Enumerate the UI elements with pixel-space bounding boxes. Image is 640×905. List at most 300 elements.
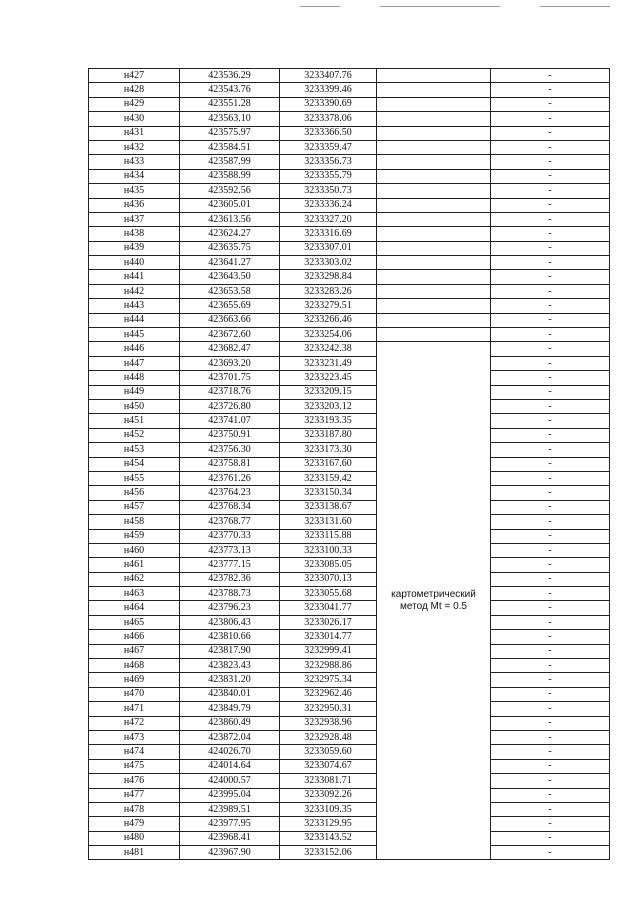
point-id-cell: н443: [89, 299, 180, 313]
y-coordinate-cell: 3233131.60: [280, 515, 377, 529]
point-id-cell: н473: [89, 730, 180, 744]
x-coordinate-cell: 423768.34: [180, 500, 280, 514]
y-coordinate-cell: 3233350.73: [280, 184, 377, 198]
y-coordinate-cell: 3233283.26: [280, 284, 377, 298]
point-id-cell: н455: [89, 471, 180, 485]
description-cell: -: [491, 730, 610, 744]
point-id-cell: н476: [89, 774, 180, 788]
y-coordinate-cell: 3233327.20: [280, 212, 377, 226]
table-row: [89, 601, 610, 615]
method-cell: [377, 184, 491, 198]
description-cell: -: [491, 587, 610, 601]
y-coordinate-cell: 3233298.84: [280, 270, 377, 284]
table-row: [89, 284, 610, 298]
point-id-cell: н481: [89, 846, 180, 860]
method-cell: [377, 198, 491, 212]
method-cell: [377, 83, 491, 97]
x-coordinate-cell: 423977.95: [180, 817, 280, 831]
method-cell: [377, 270, 491, 284]
description-cell: -: [491, 471, 610, 485]
point-id-cell: н465: [89, 615, 180, 629]
point-id-cell: н434: [89, 169, 180, 183]
point-id-cell: н472: [89, 716, 180, 730]
y-coordinate-cell: 3233081.71: [280, 774, 377, 788]
description-cell: -: [491, 558, 610, 572]
y-coordinate-cell: 3233231.49: [280, 356, 377, 370]
y-coordinate-cell: 3233115.88: [280, 529, 377, 543]
description-cell: -: [491, 831, 610, 845]
description-cell: -: [491, 155, 610, 169]
table-row: [89, 831, 610, 845]
y-coordinate-cell: 3233307.01: [280, 241, 377, 255]
table-row: [89, 745, 610, 759]
y-coordinate-cell: 3233143.52: [280, 831, 377, 845]
description-cell: -: [491, 198, 610, 212]
description-cell: -: [491, 313, 610, 327]
scan-artifact: [540, 6, 610, 7]
description-cell: -: [491, 414, 610, 428]
description-cell: -: [491, 169, 610, 183]
point-id-cell: н469: [89, 673, 180, 687]
x-coordinate-cell: 423773.13: [180, 543, 280, 557]
point-id-cell: н468: [89, 659, 180, 673]
point-id-cell: н431: [89, 126, 180, 140]
table-row: [89, 184, 610, 198]
description-cell: -: [491, 299, 610, 313]
table-row: [89, 529, 610, 543]
table-row: [89, 615, 610, 629]
description-cell: -: [491, 659, 610, 673]
x-coordinate-cell: 423806.43: [180, 615, 280, 629]
y-coordinate-cell: 3233209.15: [280, 385, 377, 399]
table-row: [89, 313, 610, 327]
point-id-cell: н477: [89, 788, 180, 802]
y-coordinate-cell: 3232999.41: [280, 644, 377, 658]
scan-artifact: [300, 6, 340, 7]
description-cell: -: [491, 515, 610, 529]
point-id-cell: н456: [89, 486, 180, 500]
x-coordinate-cell: 423643.50: [180, 270, 280, 284]
table-row: [89, 112, 610, 126]
x-coordinate-cell: 423756.30: [180, 443, 280, 457]
table-row: [89, 371, 610, 385]
point-id-cell: н479: [89, 817, 180, 831]
point-id-cell: н430: [89, 112, 180, 126]
description-cell: -: [491, 212, 610, 226]
description-cell: -: [491, 702, 610, 716]
table-row: [89, 83, 610, 97]
y-coordinate-cell: 3233355.79: [280, 169, 377, 183]
point-id-cell: н433: [89, 155, 180, 169]
description-cell: -: [491, 846, 610, 860]
description-cell: -: [491, 543, 610, 557]
method-cell-merged: [377, 342, 491, 860]
point-id-cell: н448: [89, 371, 180, 385]
description-cell: -: [491, 774, 610, 788]
description-cell: -: [491, 716, 610, 730]
x-coordinate-cell: 423693.20: [180, 356, 280, 370]
point-id-cell: н450: [89, 399, 180, 413]
coordinates-table: [88, 68, 610, 860]
y-coordinate-cell: 3233223.45: [280, 371, 377, 385]
x-coordinate-cell: 423777.15: [180, 558, 280, 572]
point-id-cell: н453: [89, 443, 180, 457]
point-id-cell: н464: [89, 601, 180, 615]
description-cell: -: [491, 745, 610, 759]
y-coordinate-cell: 3233026.17: [280, 615, 377, 629]
point-id-cell: н480: [89, 831, 180, 845]
x-coordinate-cell: 423718.76: [180, 385, 280, 399]
method-cell: [377, 112, 491, 126]
x-coordinate-cell: 423968.41: [180, 831, 280, 845]
method-cell: [377, 169, 491, 183]
y-coordinate-cell: 3233279.51: [280, 299, 377, 313]
y-coordinate-cell: 3232962.46: [280, 687, 377, 701]
point-id-cell: н428: [89, 83, 180, 97]
description-cell: -: [491, 112, 610, 126]
table-row: [89, 846, 610, 860]
x-coordinate-cell: 423543.76: [180, 83, 280, 97]
y-coordinate-cell: 3233070.13: [280, 572, 377, 586]
x-coordinate-cell: 424014.64: [180, 759, 280, 773]
x-coordinate-cell: 423761.26: [180, 471, 280, 485]
table-row: [89, 759, 610, 773]
method-cell: [377, 299, 491, 313]
table-row: [89, 788, 610, 802]
point-id-cell: н447: [89, 356, 180, 370]
point-id-cell: н435: [89, 184, 180, 198]
table-row: [89, 443, 610, 457]
table-row: [89, 500, 610, 514]
x-coordinate-cell: 423563.10: [180, 112, 280, 126]
x-coordinate-cell: 424000.57: [180, 774, 280, 788]
y-coordinate-cell: 3232950.31: [280, 702, 377, 716]
description-cell: -: [491, 529, 610, 543]
y-coordinate-cell: 3233159.42: [280, 471, 377, 485]
point-id-cell: н452: [89, 428, 180, 442]
description-cell: -: [491, 615, 610, 629]
method-cell: [377, 328, 491, 342]
x-coordinate-cell: 423872.04: [180, 730, 280, 744]
y-coordinate-cell: 3233173.30: [280, 443, 377, 457]
y-coordinate-cell: 3233359.47: [280, 140, 377, 154]
y-coordinate-cell: 3232928.48: [280, 730, 377, 744]
description-cell: -: [491, 486, 610, 500]
description-cell: -: [491, 399, 610, 413]
x-coordinate-cell: 423860.49: [180, 716, 280, 730]
table-row: [89, 730, 610, 744]
y-coordinate-cell: 3233074.67: [280, 759, 377, 773]
x-coordinate-cell: 423584.51: [180, 140, 280, 154]
y-coordinate-cell: 3233407.76: [280, 69, 377, 83]
method-cell: [377, 155, 491, 169]
point-id-cell: н460: [89, 543, 180, 557]
x-coordinate-cell: 424026.70: [180, 745, 280, 759]
y-coordinate-cell: 3233152.06: [280, 846, 377, 860]
description-cell: -: [491, 644, 610, 658]
x-coordinate-cell: 423750.91: [180, 428, 280, 442]
x-coordinate-cell: 423995.04: [180, 788, 280, 802]
y-coordinate-cell: 3233378.06: [280, 112, 377, 126]
table-row: [89, 126, 610, 140]
table-row: [89, 558, 610, 572]
point-id-cell: н449: [89, 385, 180, 399]
description-cell: -: [491, 270, 610, 284]
point-id-cell: н437: [89, 212, 180, 226]
y-coordinate-cell: 3233041.77: [280, 601, 377, 615]
x-coordinate-cell: 423796.23: [180, 601, 280, 615]
point-id-cell: н470: [89, 687, 180, 701]
description-cell: -: [491, 83, 610, 97]
point-id-cell: н427: [89, 69, 180, 83]
description-cell: -: [491, 241, 610, 255]
table-row: [89, 299, 610, 313]
table-row: [89, 328, 610, 342]
x-coordinate-cell: 423989.51: [180, 802, 280, 816]
x-coordinate-cell: 423741.07: [180, 414, 280, 428]
x-coordinate-cell: 423823.43: [180, 659, 280, 673]
x-coordinate-cell: 423840.01: [180, 687, 280, 701]
table-row: [89, 241, 610, 255]
table-row: [89, 543, 610, 557]
scan-artifact: [380, 6, 500, 7]
point-id-cell: н439: [89, 241, 180, 255]
y-coordinate-cell: 3233129.95: [280, 817, 377, 831]
point-id-cell: н461: [89, 558, 180, 572]
x-coordinate-cell: 423588.99: [180, 169, 280, 183]
x-coordinate-cell: 423831.20: [180, 673, 280, 687]
coordinates-table-body: [89, 69, 610, 860]
description-cell: -: [491, 140, 610, 154]
point-id-cell: н462: [89, 572, 180, 586]
point-id-cell: н438: [89, 227, 180, 241]
table-row: [89, 673, 610, 687]
table-row: [89, 97, 610, 111]
table-row: [89, 227, 610, 241]
point-id-cell: н440: [89, 256, 180, 270]
y-coordinate-cell: 3233100.33: [280, 543, 377, 557]
y-coordinate-cell: 3233193.35: [280, 414, 377, 428]
y-coordinate-cell: 3233092.26: [280, 788, 377, 802]
point-id-cell: н467: [89, 644, 180, 658]
x-coordinate-cell: 423726.80: [180, 399, 280, 413]
x-coordinate-cell: 423967.90: [180, 846, 280, 860]
table-row: [89, 630, 610, 644]
x-coordinate-cell: 423587.99: [180, 155, 280, 169]
table-row: [89, 802, 610, 816]
description-cell: -: [491, 601, 610, 615]
y-coordinate-cell: 3233055.68: [280, 587, 377, 601]
method-cell: [377, 212, 491, 226]
table-row: [89, 212, 610, 226]
x-coordinate-cell: 423682.47: [180, 342, 280, 356]
point-id-cell: н436: [89, 198, 180, 212]
x-coordinate-cell: 423551.28: [180, 97, 280, 111]
description-cell: -: [491, 356, 610, 370]
description-cell: -: [491, 572, 610, 586]
x-coordinate-cell: 423536.29: [180, 69, 280, 83]
y-coordinate-cell: 3233167.60: [280, 457, 377, 471]
table-row: [89, 817, 610, 831]
table-row: [89, 428, 610, 442]
description-cell: -: [491, 817, 610, 831]
point-id-cell: н463: [89, 587, 180, 601]
method-cell: [377, 69, 491, 83]
description-cell: -: [491, 788, 610, 802]
description-cell: -: [491, 630, 610, 644]
point-id-cell: н474: [89, 745, 180, 759]
point-id-cell: н458: [89, 515, 180, 529]
table-row: [89, 155, 610, 169]
table-row: [89, 342, 610, 356]
table-row: [89, 399, 610, 413]
y-coordinate-cell: 3233366.50: [280, 126, 377, 140]
x-coordinate-cell: 423592.56: [180, 184, 280, 198]
description-cell: -: [491, 97, 610, 111]
table-row: [89, 69, 610, 83]
table-row: [89, 659, 610, 673]
y-coordinate-cell: 3233266.46: [280, 313, 377, 327]
y-coordinate-cell: 3233356.73: [280, 155, 377, 169]
x-coordinate-cell: 423770.33: [180, 529, 280, 543]
table-row: [89, 716, 610, 730]
table-row: [89, 486, 610, 500]
x-coordinate-cell: 423575.97: [180, 126, 280, 140]
description-cell: -: [491, 687, 610, 701]
method-cell: [377, 97, 491, 111]
description-cell: -: [491, 428, 610, 442]
table-row: [89, 471, 610, 485]
table-row: [89, 169, 610, 183]
method-cell: [377, 241, 491, 255]
description-cell: -: [491, 371, 610, 385]
table-row: [89, 687, 610, 701]
description-cell: -: [491, 328, 610, 342]
point-id-cell: н471: [89, 702, 180, 716]
table-row: [89, 140, 610, 154]
x-coordinate-cell: 423624.27: [180, 227, 280, 241]
point-id-cell: н475: [89, 759, 180, 773]
description-cell: -: [491, 256, 610, 270]
point-id-cell: н451: [89, 414, 180, 428]
x-coordinate-cell: 423635.75: [180, 241, 280, 255]
point-id-cell: н429: [89, 97, 180, 111]
method-name: картометрический: [391, 588, 476, 600]
table-row: [89, 457, 610, 471]
point-id-cell: н459: [89, 529, 180, 543]
x-coordinate-cell: 423768.77: [180, 515, 280, 529]
x-coordinate-cell: 423782.36: [180, 572, 280, 586]
y-coordinate-cell: 3233138.67: [280, 500, 377, 514]
table-row: [89, 572, 610, 586]
x-coordinate-cell: 423788.73: [180, 587, 280, 601]
table-row: [89, 515, 610, 529]
y-coordinate-cell: 3233399.46: [280, 83, 377, 97]
y-coordinate-cell: 3233109.35: [280, 802, 377, 816]
description-cell: -: [491, 385, 610, 399]
description-cell: -: [491, 673, 610, 687]
y-coordinate-cell: 3233085.05: [280, 558, 377, 572]
y-coordinate-cell: 3233014.77: [280, 630, 377, 644]
table-row: [89, 774, 610, 788]
method-cell: [377, 284, 491, 298]
y-coordinate-cell: 3233150.34: [280, 486, 377, 500]
description-cell: -: [491, 227, 610, 241]
method-cell: [377, 227, 491, 241]
x-coordinate-cell: 423641.27: [180, 256, 280, 270]
method-cell: [377, 256, 491, 270]
description-cell: -: [491, 284, 610, 298]
y-coordinate-cell: 3233203.12: [280, 399, 377, 413]
method-cell: [377, 126, 491, 140]
y-coordinate-cell: 3233242.38: [280, 342, 377, 356]
point-id-cell: н441: [89, 270, 180, 284]
y-coordinate-cell: 3233254.06: [280, 328, 377, 342]
x-coordinate-cell: 423653.58: [180, 284, 280, 298]
x-coordinate-cell: 423663.66: [180, 313, 280, 327]
table-row: [89, 198, 610, 212]
method-cell: [377, 313, 491, 327]
x-coordinate-cell: 423613.56: [180, 212, 280, 226]
y-coordinate-cell: 3233390.69: [280, 97, 377, 111]
table-row: [89, 414, 610, 428]
x-coordinate-cell: 423758.81: [180, 457, 280, 471]
y-coordinate-cell: 3233336.24: [280, 198, 377, 212]
description-cell: -: [491, 500, 610, 514]
x-coordinate-cell: 423764.23: [180, 486, 280, 500]
y-coordinate-cell: 3233187.80: [280, 428, 377, 442]
x-coordinate-cell: 423810.66: [180, 630, 280, 644]
method-accuracy: метод Mt = 0.5: [400, 600, 467, 612]
point-id-cell: н454: [89, 457, 180, 471]
description-cell: -: [491, 342, 610, 356]
description-cell: -: [491, 759, 610, 773]
y-coordinate-cell: 3232938.96: [280, 716, 377, 730]
point-id-cell: н457: [89, 500, 180, 514]
table-row: [89, 702, 610, 716]
x-coordinate-cell: 423655.69: [180, 299, 280, 313]
description-cell: -: [491, 184, 610, 198]
x-coordinate-cell: 423605.01: [180, 198, 280, 212]
point-id-cell: н445: [89, 328, 180, 342]
table-row: [89, 256, 610, 270]
y-coordinate-cell: 3233059.60: [280, 745, 377, 759]
y-coordinate-cell: 3232988.86: [280, 659, 377, 673]
description-cell: -: [491, 457, 610, 471]
x-coordinate-cell: 423849.79: [180, 702, 280, 716]
table-row: [89, 644, 610, 658]
description-cell: -: [491, 443, 610, 457]
table-row: [89, 270, 610, 284]
y-coordinate-cell: 3233303.02: [280, 256, 377, 270]
point-id-cell: н478: [89, 802, 180, 816]
description-cell: -: [491, 69, 610, 83]
point-id-cell: н442: [89, 284, 180, 298]
point-id-cell: н446: [89, 342, 180, 356]
x-coordinate-cell: 423672.60: [180, 328, 280, 342]
x-coordinate-cell: 423817.90: [180, 644, 280, 658]
point-id-cell: н466: [89, 630, 180, 644]
method-cell: [377, 140, 491, 154]
point-id-cell: н432: [89, 140, 180, 154]
x-coordinate-cell: 423701.75: [180, 371, 280, 385]
description-cell: -: [491, 802, 610, 816]
table-row: [89, 356, 610, 370]
y-coordinate-cell: 3233316.69: [280, 227, 377, 241]
table-row: [89, 587, 610, 601]
y-coordinate-cell: 3232975.34: [280, 673, 377, 687]
description-cell: -: [491, 126, 610, 140]
